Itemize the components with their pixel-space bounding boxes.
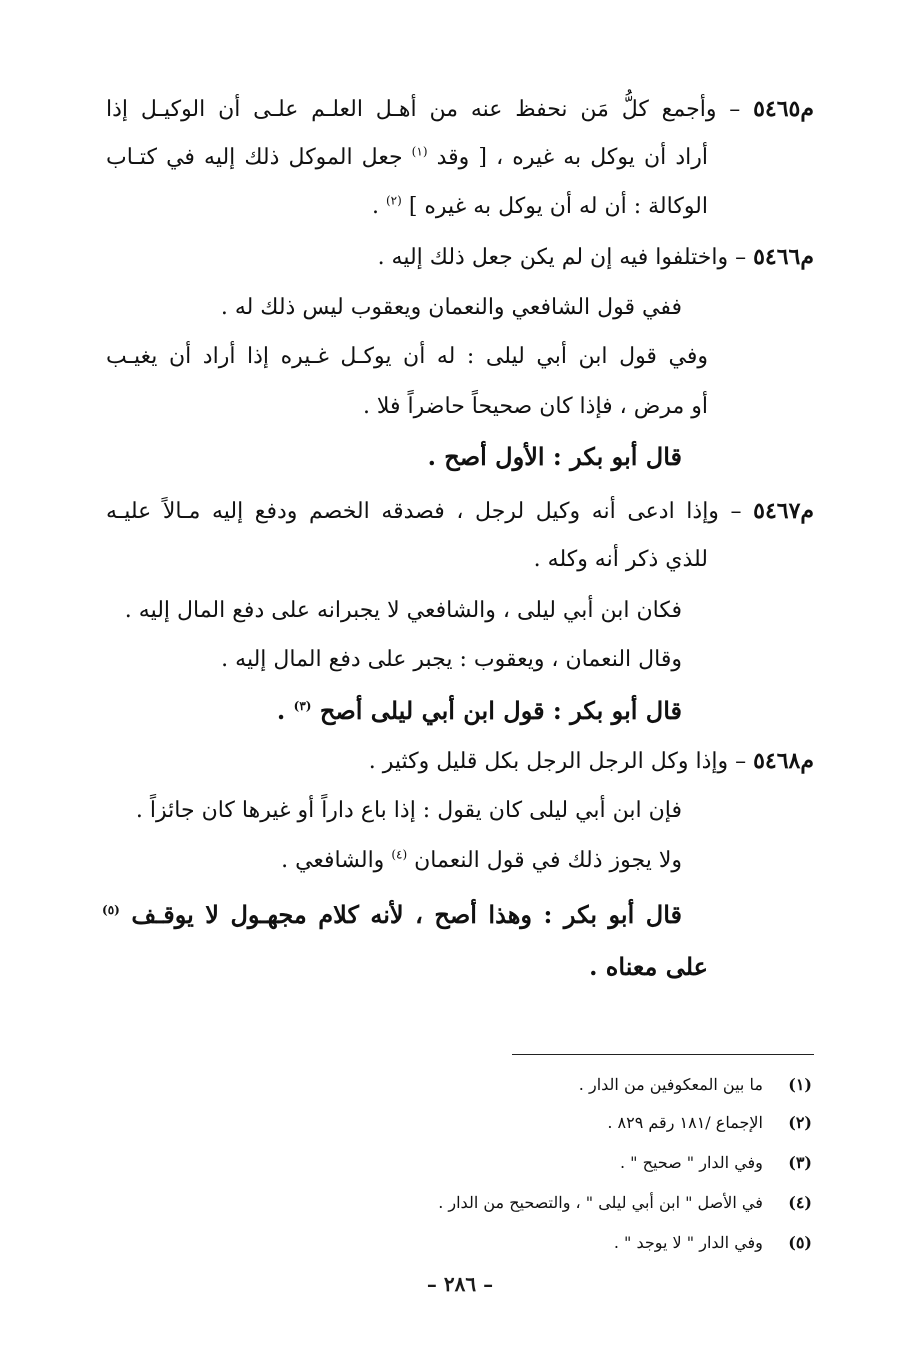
entry-text: – وإذا وكل الرجل الرجل بكل قليل وكثير .	[368, 749, 747, 774]
footnote-ref[interactable]: (١)	[411, 144, 428, 159]
entry-5467-line1	[106, 494, 814, 529]
entry-text: وفي قول ابن أبي ليلى : له أن يوكـل غـيره إذا أراد أن يغيـب	[106, 344, 708, 369]
footnote-text: في الأصل " ابن أبي ليلى " ، والتصحيح من الدار .	[438, 1193, 763, 1212]
entry-5468-para2	[281, 844, 682, 878]
entry-text: جعل الموكل ذلك إليه في كتـاب	[106, 145, 403, 170]
footnote-number: (١)	[788, 1075, 812, 1094]
footnote-ref[interactable]: (٣)	[293, 699, 312, 713]
footnote-3	[620, 1150, 812, 1176]
entry-5466-para1	[221, 291, 682, 325]
footnote-number: (٤)	[788, 1193, 812, 1212]
entry-5466-para2	[106, 340, 708, 374]
footnote-text: وفي الدار " لا يوجد " .	[613, 1233, 763, 1252]
footnote-4	[438, 1190, 812, 1216]
entry-5468-line1	[369, 744, 814, 779]
entry-text: – واختلفوا فيه إن لم يكن جعل ذلك إليه .	[377, 245, 747, 270]
entry-text: أو مرض ، فإذا كان صحيحاً حاضراً فلا .	[362, 394, 708, 419]
footnote-number: (٣)	[788, 1153, 812, 1172]
entry-text: للذي ذكر أنه وكله .	[533, 547, 708, 572]
footnote-text: وفي الدار " صحيح " .	[620, 1153, 763, 1172]
entry-text: فإن ابن أبي ليلى كان يقول : إذا باع داراً أو غيرها كان جائزاً .	[135, 798, 682, 823]
verdict-text: على معناه .	[589, 952, 708, 981]
entry-text: الوكالة : أن له أن يوكل به غيره ]	[408, 194, 708, 219]
footnote-1	[579, 1072, 812, 1098]
footnote-ref[interactable]: (٢)	[385, 193, 402, 208]
entry-text: فكان ابن أبي ليلى ، والشافعي لا يجبرانه على دفع المال إليه .	[124, 598, 682, 623]
footnote-number: (٢)	[788, 1113, 812, 1132]
entry-text: وقال النعمان ، ويعقوب : يجبر على دفع المال إليه .	[221, 647, 682, 672]
entry-5466-line1	[378, 240, 814, 275]
entry-text: – وأجمع كلُّ مَن نحفظ عنه من أهـل العلـم علـى أن الوكيـل إذا	[106, 97, 741, 122]
entry-5465-line3	[372, 190, 708, 224]
footnote-5	[614, 1230, 812, 1256]
entry-5467-verdict	[277, 694, 682, 728]
footnote-2	[607, 1110, 812, 1136]
entry-number: م٥٤٦٧	[753, 498, 815, 524]
footnote-ref[interactable]: (٥)	[102, 903, 120, 917]
entry-5467-para1	[125, 594, 682, 628]
entry-text: والشافعي .	[281, 848, 385, 873]
entry-number: م٥٤٦٦	[753, 244, 814, 270]
entry-5468-verdict-cont	[589, 950, 708, 984]
footnote-ref[interactable]: (٤)	[391, 847, 408, 862]
entry-5467-para2	[221, 643, 682, 677]
footnote-divider	[512, 1054, 814, 1055]
verdict-text: قال أبو بكر : وهذا أصح ، لأنه كلام مجهـول لا يوقـف	[131, 900, 682, 929]
entry-number: م٥٤٦٥	[753, 96, 814, 122]
entry-text: أراد أن يوكل به غيره ، [ وقد	[436, 145, 708, 170]
verdict-text: قال أبو بكر : الأول أصح .	[427, 442, 682, 471]
entry-5466-para2-cont	[363, 390, 708, 424]
entry-text: ففي قول الشافعي والنعمان ويعقوب ليس ذلك له .	[220, 295, 682, 320]
entry-5467-line2	[534, 543, 708, 577]
verdict-text: .	[276, 696, 286, 725]
entry-text: .	[371, 194, 379, 219]
entry-text: – وإذا ادعى أنه وكيل لرجل ، فصدقه الخصم ودفع إليه مـالاً عليـه	[106, 499, 742, 524]
page-number: – ٢٨٦ –	[426, 1272, 494, 1296]
footnote-number: (٥)	[788, 1233, 812, 1252]
entry-number: م٥٤٦٨	[753, 748, 814, 774]
entry-5465-line2	[106, 141, 708, 175]
entry-5465-line1	[106, 92, 814, 127]
footnote-text: الإجماع /١٨١ رقم ٨٢٩ .	[607, 1113, 763, 1132]
entry-5468-verdict	[102, 898, 682, 932]
footnote-text: ما بين المعكوفين من الدار .	[578, 1075, 763, 1094]
entry-5468-para1	[136, 794, 682, 828]
entry-text: ولا يجوز ذلك في قول النعمان	[414, 848, 682, 873]
entry-5466-verdict	[428, 440, 682, 474]
verdict-text: قال أبو بكر : قول ابن أبي ليلى أصح	[319, 696, 682, 725]
